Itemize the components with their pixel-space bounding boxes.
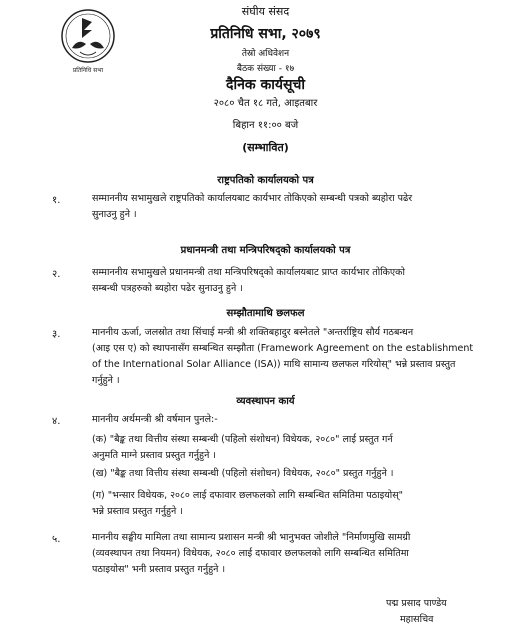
- text-line: माननीय सङ्घीय मामिला तथा सामान्य प्रशासन मन्त्री श्री भानुभक्त जोशीले "निर्माणमुखि सामग्री: [92, 532, 411, 543]
- text-line: of the International Solar Alliance (ISA)) माथि सामान्य छलफल गरियोस्" भन्ने प्रस्ताव प्रस्तुत: [92, 359, 456, 370]
- text-line: भन्ने प्रस्ताव प्रस्तुत गर्नुहुने ।: [92, 506, 183, 517]
- section-heading-agreement: सम्झौतामाथि छलफल: [226, 308, 305, 319]
- agenda-item-text: [92, 412, 512, 428]
- agenda-item-text: [92, 265, 512, 297]
- signatory-name: पद्म प्रसाद पाण्डेय: [386, 598, 447, 609]
- session-label: तेस्रो अधिवेशन: [241, 49, 290, 59]
- text-line: पठाइयोस" भनी प्रस्ताव प्रस्तुत गर्नुहुने ।: [92, 564, 226, 575]
- agenda-item-text: [92, 191, 512, 223]
- section-heading-prime-minister: प्रधानमन्त्री तथा मन्त्रिपरिषद्को कार्यालयको पत्र: [180, 245, 351, 256]
- agenda-item-text: [92, 325, 512, 389]
- text-line: गर्नुहुने ।: [92, 375, 120, 386]
- text-line: अनुमति माग्ने प्रस्ताव प्रस्तुत गर्नुहुने ।: [92, 450, 216, 461]
- text-line: माननीय ऊर्जा, जलस्रोत तथा सिंचाई मन्त्री श्री शक्तिबहादुर बस्नेतले "अन्तर्राष्ट्रिय सौर्य गठबन्धन: [92, 327, 414, 338]
- meeting-date: २०८० चैत १८ गते, आइतबार: [213, 98, 318, 109]
- item-number: ४.: [52, 416, 61, 427]
- sub-item-ga: [92, 488, 512, 520]
- text-line: सम्माननीय सभामुखले राष्ट्रपतिको कार्यालयबाट कार्यभार तोकिएको सम्बन्धी पत्रको ब्यहोरा पढेर: [92, 193, 413, 204]
- text-line: सम्बन्धी पत्रहरुको ब्यहोरा पढेर सुनाउनु हुने ।: [92, 283, 243, 294]
- section-heading-president: राष्ट्रपतिको कार्यालयको पत्र: [217, 175, 314, 186]
- document-title: दैनिक कार्यसूची: [226, 77, 305, 93]
- federal-parliament-title: संघीय संसद: [241, 5, 290, 18]
- text-line: माननीय अर्थमन्त्री श्री वर्षमान पुनले:-: [92, 414, 218, 425]
- signatory-title: महासचिव: [400, 614, 434, 625]
- text-line: सुनाउनु हुने ।: [92, 209, 137, 220]
- text-line: (ख) "बैङ्क तथा वित्तीय संस्था सम्बन्धी (पहिलो संशोधन) विधेयक, २०८०" प्रस्तुत गर्नुहुने ।: [92, 468, 394, 479]
- item-number: ५.: [52, 534, 61, 545]
- sub-item-ka: [92, 432, 512, 464]
- section-heading-legislation: व्यवस्थापन कार्य: [236, 396, 295, 407]
- item-number: १.: [52, 195, 61, 206]
- house-title: प्रतिनिधि सभा, २०७९: [210, 26, 321, 42]
- meeting-time: बिहान ११:०० बजे: [232, 120, 299, 131]
- item-number: ३.: [52, 329, 61, 340]
- text-line: (आइ एस ए) को स्थापनासँग सम्बन्धित सम्झौता (Framework Agreement on the establishment: [92, 343, 474, 354]
- sub-item-kha: [92, 466, 512, 482]
- text-line: (ग) "भन्सार विधेयक, २०८० लाई दफावार छलफलको लागि सम्बन्धित समितिमा पठाइयोस्": [92, 490, 404, 501]
- item-number: २.: [52, 269, 61, 280]
- text-line: सम्माननीय सभामुखले प्रधानमन्त्री तथा मन्त्रिपरिषद्को कार्यालयबाट प्राप्त कार्यभार तोकिएको: [92, 267, 405, 278]
- agenda-item-text: [92, 530, 512, 578]
- text-line: (क) "बैङ्क तथा वित्तीय संस्था सम्बन्धी (पहिलो संशोधन) विधेयक, २०८०" लाई प्रस्तुत गर्न: [92, 434, 393, 445]
- tentative-label: (सम्भावित): [242, 141, 289, 154]
- emblem-caption: प्रतिनिधि सभा: [72, 67, 104, 74]
- meeting-number: बैठक संख्या - १७: [236, 64, 295, 74]
- text-line: (व्यवस्थापन तथा नियमन) विधेयक, २०८० लाई दफावार छलफलको लागि सम्बन्धित समितिमा: [92, 548, 409, 559]
